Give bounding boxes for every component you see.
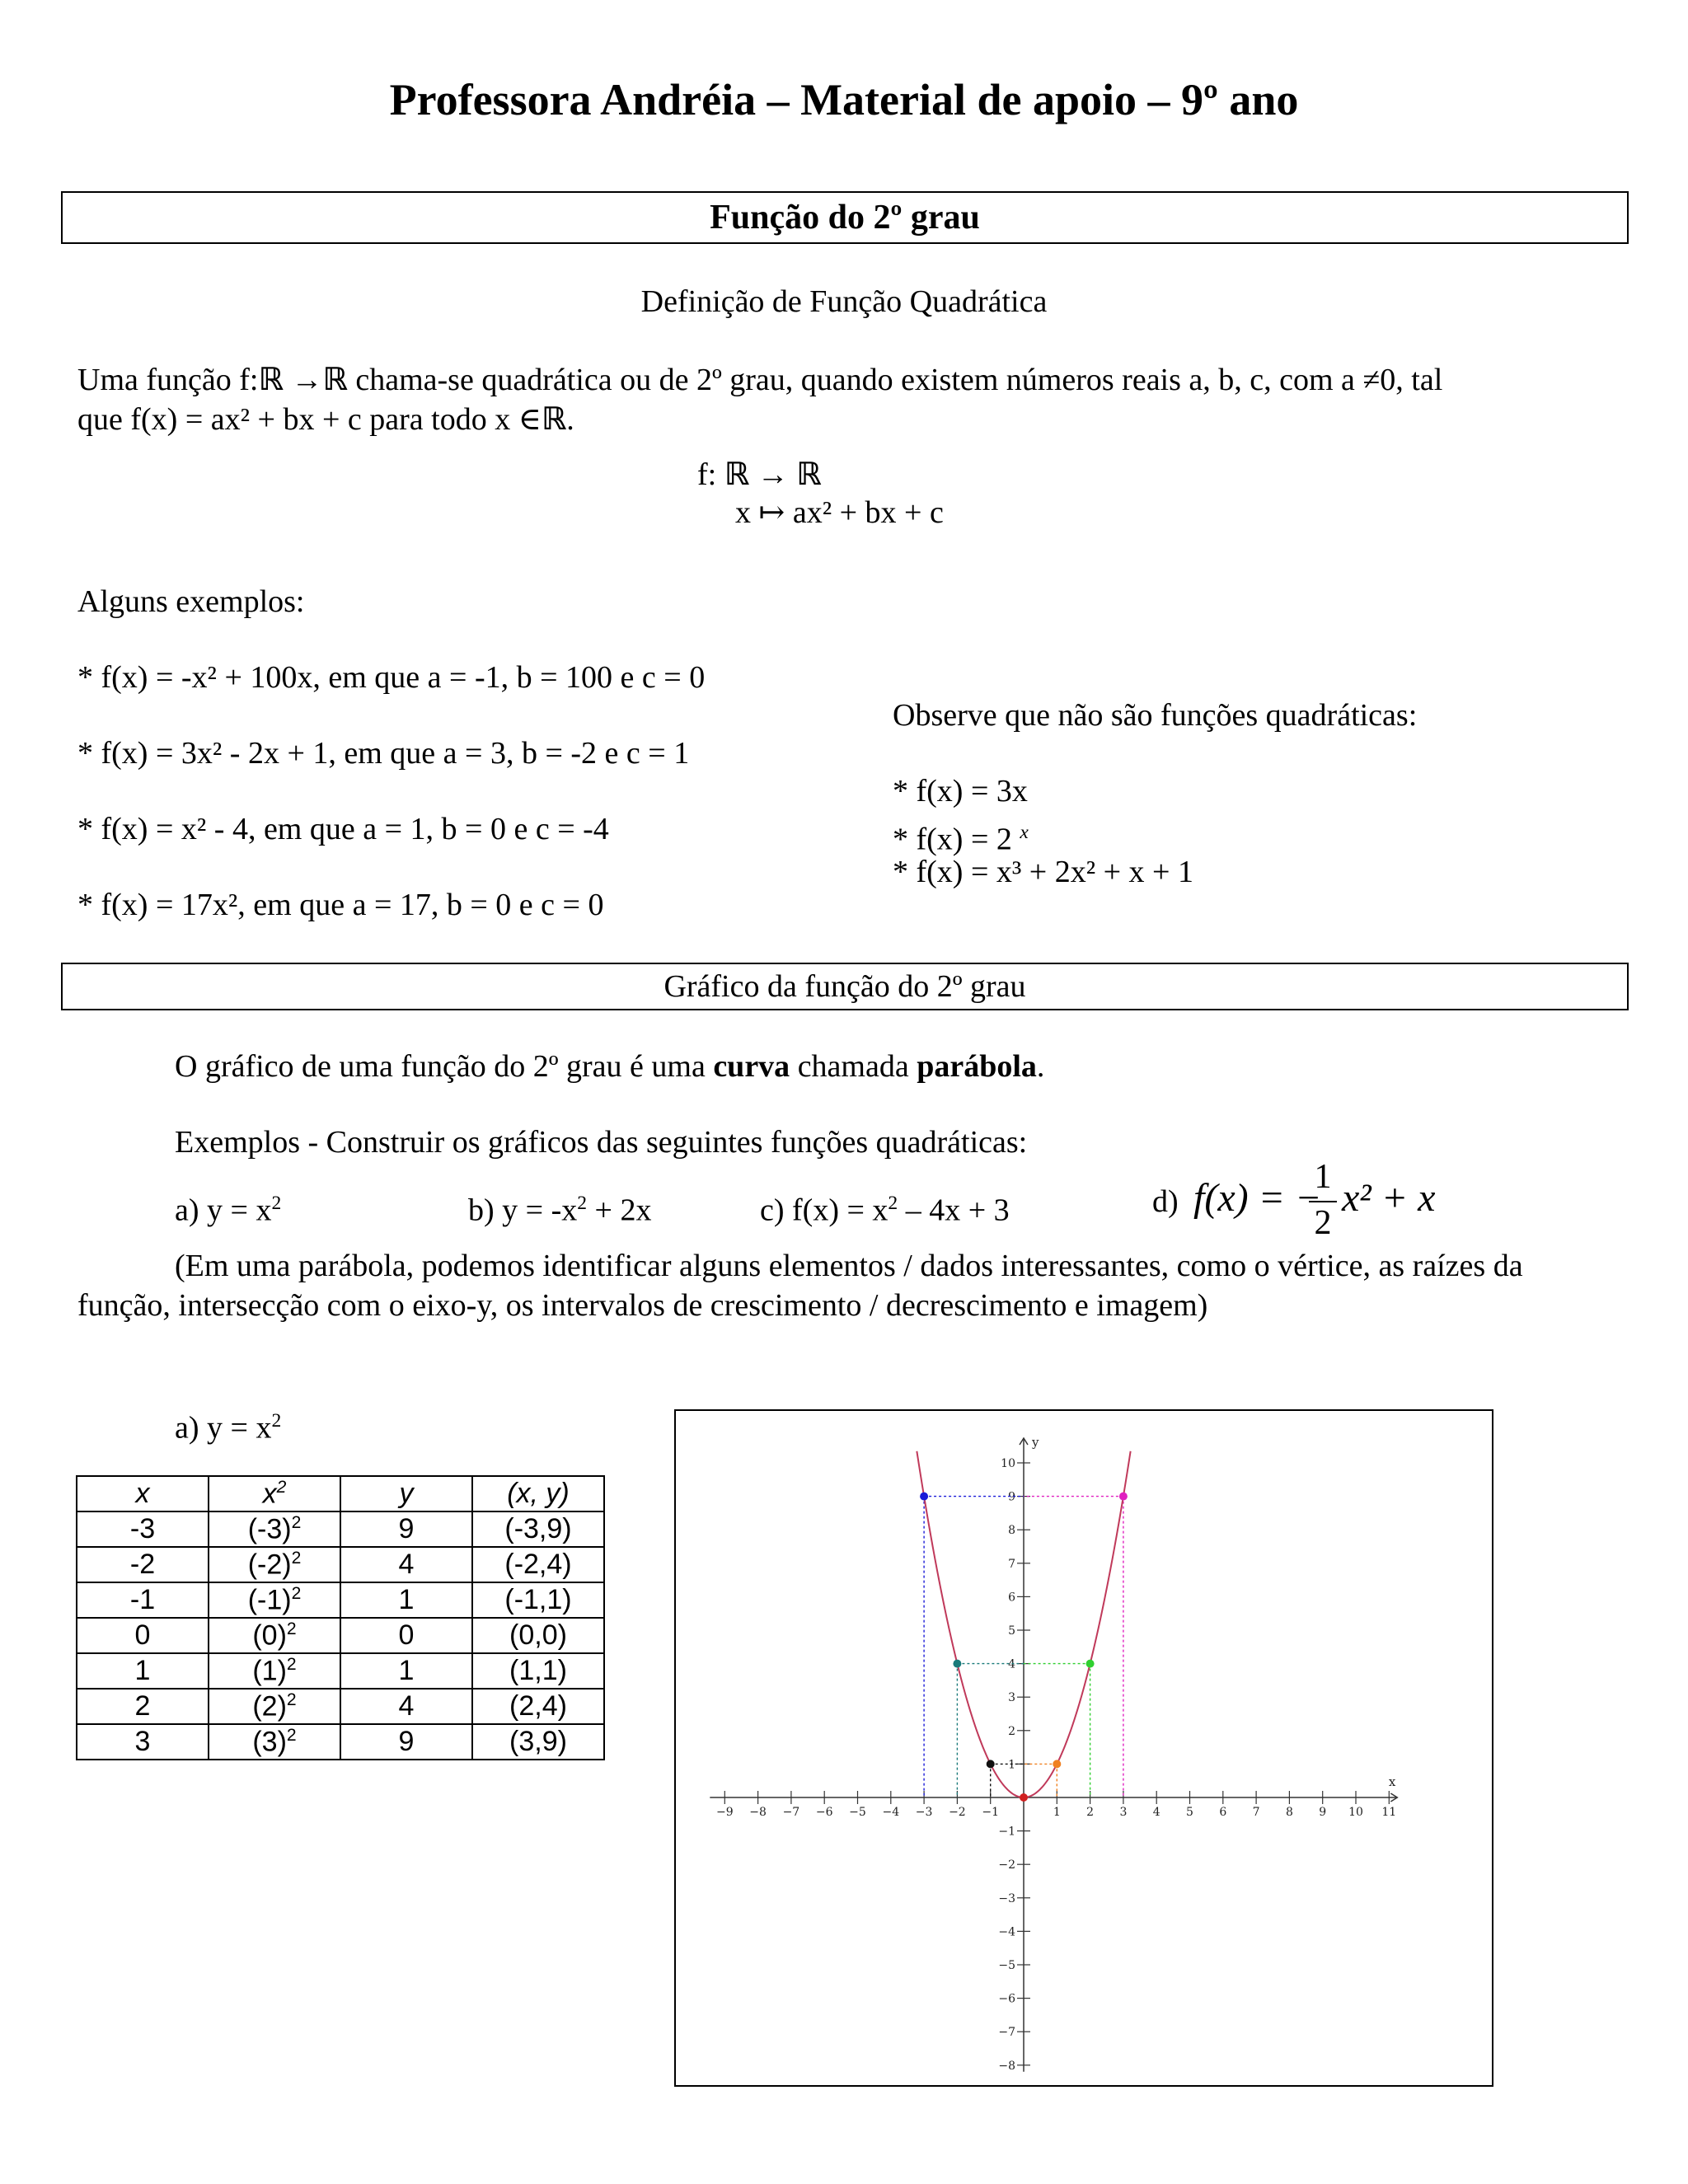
cell-x-squared bbox=[209, 1618, 340, 1653]
x-tick-label: −6 bbox=[815, 1806, 833, 1819]
intro-text: O gráfico de uma função do 2º grau é uma bbox=[175, 1049, 714, 1084]
y-tick-label: 10 bbox=[1001, 1457, 1015, 1470]
x-tick-label: 11 bbox=[1381, 1806, 1397, 1819]
y-tick-label: 8 bbox=[1008, 1524, 1015, 1538]
cell-pair: (-3,9) bbox=[472, 1511, 604, 1547]
section-title-funcao: Função do 2º grau bbox=[61, 191, 1629, 244]
non-examples-label: Observe que não são funções quadráticas: bbox=[893, 698, 1418, 733]
function-c-tail: – 4x + 3 bbox=[898, 1193, 1010, 1228]
item-a-text: a) y = x bbox=[175, 1410, 272, 1446]
cell-x: 2 bbox=[77, 1689, 209, 1724]
exponent: 2 bbox=[271, 1410, 282, 1432]
function-d-rhs: x² + x bbox=[1342, 1176, 1436, 1220]
example-item: * f(x) = -x² + 100x, em que a = -1, b = 100 e c = 0 bbox=[77, 660, 706, 695]
cell-x-squared bbox=[209, 1689, 340, 1724]
table-row bbox=[77, 1582, 604, 1618]
fraction-numerator: 1 bbox=[1314, 1158, 1332, 1196]
x-tick-label: 5 bbox=[1186, 1806, 1193, 1819]
x-tick-label: 2 bbox=[1086, 1806, 1095, 1819]
mapping-f-label: f: bbox=[697, 457, 717, 492]
cell-x: -3 bbox=[77, 1511, 209, 1547]
y-tick-label: −2 bbox=[998, 1858, 1015, 1872]
x-tick-label: 4 bbox=[1152, 1806, 1160, 1819]
exponent: 2 bbox=[276, 1477, 287, 1497]
cell-x: 3 bbox=[77, 1724, 209, 1760]
exponent: x bbox=[1020, 822, 1029, 843]
column-header-x-squared bbox=[209, 1476, 340, 1511]
cell-text: (-1) bbox=[247, 1584, 292, 1616]
cell-x: -1 bbox=[77, 1582, 209, 1618]
values-table bbox=[76, 1475, 605, 1760]
y-tick-label: 6 bbox=[1008, 1591, 1015, 1605]
cell-x-squared bbox=[209, 1582, 340, 1618]
x-tick-label: 6 bbox=[1219, 1806, 1227, 1819]
function-b-text: b) y = -x bbox=[468, 1193, 578, 1228]
y-tick-label: −6 bbox=[998, 1992, 1015, 2006]
cell-text: (-3) bbox=[247, 1513, 292, 1545]
non-example-text: * f(x) = 2 bbox=[893, 822, 1012, 857]
definition-text-c: 0, tal bbox=[1380, 363, 1443, 397]
cell-y: 1 bbox=[340, 1582, 472, 1618]
y-tick-label: 9 bbox=[1008, 1490, 1015, 1504]
fraction-denominator: 2 bbox=[1314, 1204, 1332, 1242]
cell-x-squared bbox=[209, 1724, 340, 1760]
reals-symbol: ℝ bbox=[724, 456, 750, 492]
fraction-bar bbox=[1309, 1201, 1337, 1202]
x-tick-label: 10 bbox=[1348, 1806, 1363, 1819]
cell-text: (1) bbox=[252, 1655, 287, 1687]
intro-bold-curva: curva bbox=[713, 1049, 790, 1084]
cell-x: 0 bbox=[77, 1618, 209, 1653]
y-tick-label: −1 bbox=[998, 1825, 1015, 1839]
graph-intro bbox=[175, 1047, 1044, 1086]
example-item: * f(x) = 17x², em que a = 17, b = 0 e c = 0 bbox=[77, 888, 604, 922]
example-item: * f(x) = x² - 4, em que a = 1, b = 0 e c = -4 bbox=[77, 812, 609, 846]
function-c-text: c) f(x) = x bbox=[760, 1193, 889, 1228]
cell-pair: (1,1) bbox=[472, 1653, 604, 1689]
table-header-row bbox=[77, 1476, 604, 1511]
intro-text: chamada bbox=[790, 1049, 917, 1084]
table-row bbox=[77, 1511, 604, 1547]
y-tick-label: −4 bbox=[998, 1925, 1015, 1939]
table-row bbox=[77, 1618, 604, 1653]
example-item: * f(x) = 3x² - 2x + 1, em que a = 3, b = -2 e c = 1 bbox=[77, 736, 690, 771]
definition-text-b: chama-se quadrática ou de 2º grau, quando existem números reais a, b, c, com a bbox=[355, 363, 1355, 397]
data-point bbox=[1119, 1493, 1128, 1501]
intro-bold-parabola: parábola bbox=[917, 1049, 1037, 1084]
cell-y: 9 bbox=[340, 1511, 472, 1547]
function-a bbox=[175, 1183, 281, 1230]
arrow-icon: → bbox=[291, 363, 323, 397]
x-tick-label: −4 bbox=[882, 1806, 900, 1819]
column-header-x: x bbox=[77, 1476, 209, 1511]
header-text: x bbox=[262, 1478, 277, 1510]
x-tick-label: 8 bbox=[1285, 1806, 1293, 1819]
column-header-y: y bbox=[340, 1476, 472, 1511]
function-c bbox=[760, 1183, 1010, 1230]
table-row bbox=[77, 1689, 604, 1724]
data-point bbox=[920, 1493, 928, 1501]
item-a-label bbox=[175, 1401, 281, 1448]
page-title: Professora Andréia – Material de apoio – 9º ano bbox=[389, 75, 1299, 124]
y-tick-label: 4 bbox=[1008, 1657, 1015, 1671]
exponent: 2 bbox=[291, 1512, 302, 1532]
cell-text: (3) bbox=[252, 1726, 287, 1758]
function-b bbox=[468, 1183, 651, 1230]
y-tick-label: −8 bbox=[998, 2059, 1015, 2073]
column-header-pair: (x, y) bbox=[472, 1476, 604, 1511]
definition-line-2: que f(x) = ax² + bx + c para todo x ∈ℝ. bbox=[77, 401, 574, 437]
cell-x: -2 bbox=[77, 1547, 209, 1582]
cell-y: 1 bbox=[340, 1653, 472, 1689]
cell-pair: (-1,1) bbox=[472, 1582, 604, 1618]
y-tick-label: −3 bbox=[998, 1891, 1015, 1905]
cell-x-squared bbox=[209, 1653, 340, 1689]
cell-y: 9 bbox=[340, 1724, 472, 1760]
y-axis-label: y bbox=[1032, 1435, 1039, 1450]
definition-text-d: que f(x) = ax² + bx + c para todo x bbox=[77, 402, 511, 437]
exponent: 2 bbox=[286, 1690, 297, 1709]
cell-pair: (3,9) bbox=[472, 1724, 604, 1760]
definition-line-1 bbox=[77, 359, 1442, 400]
cell-pair: (-2,4) bbox=[472, 1547, 604, 1582]
cell-y: 4 bbox=[340, 1689, 472, 1724]
x-tick-label: −7 bbox=[782, 1806, 800, 1819]
x-tick-label: −5 bbox=[849, 1806, 866, 1819]
data-point bbox=[1020, 1793, 1028, 1802]
not-equal-icon: ≠ bbox=[1362, 363, 1381, 397]
exponent: 2 bbox=[888, 1193, 898, 1214]
x-tick-label: −1 bbox=[982, 1806, 1000, 1819]
function-a-text: a) y = x bbox=[175, 1193, 272, 1228]
y-tick-label: −7 bbox=[998, 2026, 1015, 2040]
x-axis-label: x bbox=[1388, 1774, 1396, 1789]
data-point bbox=[1086, 1660, 1095, 1668]
cell-text: (0) bbox=[252, 1619, 287, 1652]
non-example-item: * f(x) = 3x bbox=[893, 774, 1028, 808]
mapping-line-1: f: ℝ → ℝ bbox=[697, 456, 822, 492]
cell-x-squared bbox=[209, 1511, 340, 1547]
parabola-graph-frame bbox=[674, 1409, 1493, 2087]
exponent: 2 bbox=[286, 1654, 297, 1674]
x-tick-label: 9 bbox=[1319, 1806, 1327, 1819]
x-tick-label: 1 bbox=[1053, 1806, 1061, 1819]
data-point bbox=[953, 1660, 961, 1668]
exponent: 2 bbox=[291, 1548, 302, 1568]
cell-text: (2) bbox=[252, 1690, 287, 1722]
y-tick-label: 3 bbox=[1008, 1691, 1015, 1705]
reals-symbol: ℝ bbox=[541, 401, 567, 437]
table-row bbox=[77, 1724, 604, 1760]
table-row bbox=[77, 1653, 604, 1689]
exponent: 2 bbox=[271, 1193, 282, 1214]
y-tick-label: 1 bbox=[1008, 1758, 1015, 1772]
cell-y: 4 bbox=[340, 1547, 472, 1582]
table-row bbox=[77, 1547, 604, 1582]
exponent: 2 bbox=[286, 1619, 297, 1638]
non-example-item: * f(x) = x³ + 2x² + x + 1 bbox=[893, 855, 1193, 889]
cell-x-squared bbox=[209, 1547, 340, 1582]
parabola-chart bbox=[676, 1411, 1492, 2085]
exponent: 2 bbox=[291, 1583, 302, 1603]
y-tick-label: 2 bbox=[1008, 1724, 1015, 1738]
function-d-label: d) bbox=[1152, 1184, 1179, 1219]
x-tick-label: 7 bbox=[1252, 1806, 1260, 1819]
examples-label: Alguns exemplos: bbox=[77, 584, 305, 619]
x-tick-label: −8 bbox=[749, 1806, 767, 1819]
definition-subtitle: Definição de Função Quadrática bbox=[640, 284, 1048, 319]
reals-symbol: ℝ bbox=[796, 456, 822, 492]
cell-pair: (2,4) bbox=[472, 1689, 604, 1724]
definition-text-a: Uma função f: bbox=[77, 363, 259, 397]
reals-symbol: ℝ bbox=[258, 361, 284, 397]
y-tick-label: 7 bbox=[1008, 1557, 1015, 1571]
cell-pair: (0,0) bbox=[472, 1618, 604, 1653]
y-tick-label: −5 bbox=[998, 1959, 1015, 1972]
cell-text: (-2) bbox=[247, 1549, 292, 1581]
function-d-lhs: f(x) = − bbox=[1193, 1176, 1322, 1220]
reals-symbol: ℝ bbox=[322, 361, 348, 397]
x-tick-label: −9 bbox=[715, 1806, 734, 1819]
exponent: 2 bbox=[577, 1193, 588, 1214]
intro-text: . bbox=[1036, 1049, 1045, 1084]
data-point bbox=[987, 1760, 995, 1768]
x-tick-label: 3 bbox=[1119, 1806, 1128, 1819]
cell-x: 1 bbox=[77, 1653, 209, 1689]
mapping-block bbox=[697, 455, 944, 532]
cell-y: 0 bbox=[340, 1618, 472, 1653]
x-tick-label: −2 bbox=[949, 1806, 966, 1819]
mapping-line-2: x ↦ ax² + bx + c bbox=[735, 495, 944, 530]
section-title-grafico: Gráfico da função do 2º grau bbox=[61, 963, 1629, 1010]
element-of-icon: ∈ bbox=[518, 402, 542, 437]
y-tick-label: 5 bbox=[1008, 1624, 1015, 1638]
exercise-label: Exemplos - Construir os gráficos das seguintes funções quadráticas: bbox=[175, 1125, 1028, 1160]
x-tick-label: −3 bbox=[915, 1806, 933, 1819]
function-b-tail: + 2x bbox=[587, 1193, 652, 1228]
note-line-1: (Em uma parábola, podemos identificar alguns elementos / dados interessantes, como o vértice, as raízes da bbox=[175, 1249, 1523, 1283]
note-line-2: função, intersecção com o eixo-y, os intervalos de crescimento / decrescimento e imagem) bbox=[77, 1288, 1208, 1323]
data-point bbox=[1053, 1760, 1061, 1768]
exponent: 2 bbox=[286, 1725, 297, 1745]
